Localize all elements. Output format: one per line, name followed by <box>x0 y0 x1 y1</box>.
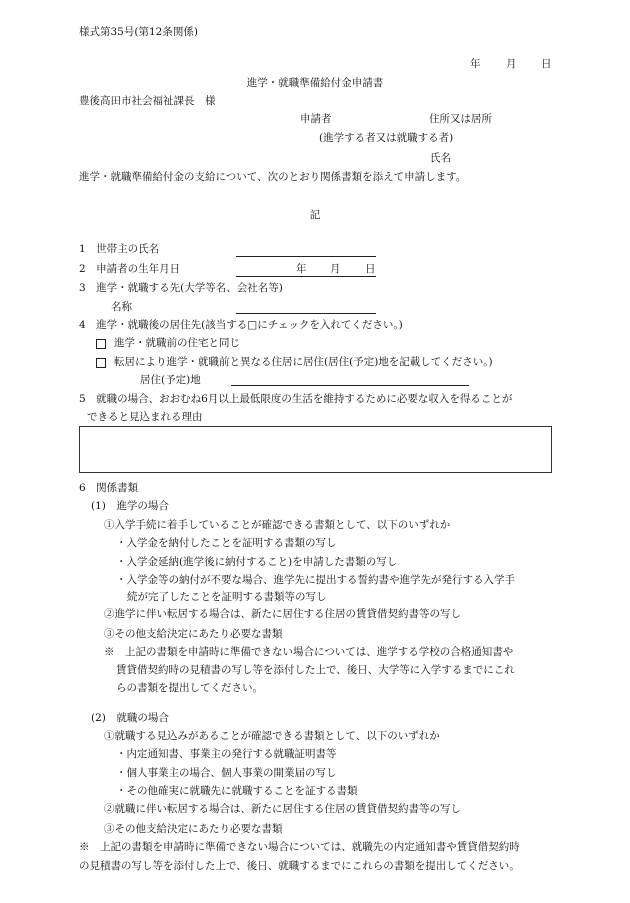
advancement-note-1: ※ 上記の書類を申請時に準備できない場合については、進学する学校の合格通知書や <box>104 646 514 658</box>
advancement-note-3: らの書類を提出してください。 <box>116 682 263 694</box>
employment-reason-textbox[interactable] <box>79 426 552 473</box>
item-related-documents: 6 関係書類 <box>79 482 139 494</box>
destination-name-label: 名称 <box>111 301 132 313</box>
birth-day-label: 日 <box>365 263 376 275</box>
advancement-bullet-3-cont: 続が完了したことを証明する書類等の写し <box>127 591 327 603</box>
advancement-doc-1: ①入学手続に着手していることが確認できる書類として、以下のいずれか <box>104 519 451 531</box>
item-household-head: 1 世帯主の氏名 <box>79 243 160 255</box>
section-employment-heading: (2) 就職の場合 <box>91 712 169 724</box>
advancement-bullet-1: ・入学金を納付したことを証明する書類の写し <box>116 537 337 549</box>
employment-note-2: の見積書の写し等を添付した上で、後日、就職するまでにこれらの書類を提出してください。 <box>79 860 520 872</box>
birth-year-label: 年 <box>296 263 307 275</box>
item-employment-reason-cont: できると見込まれる理由 <box>87 411 203 423</box>
checkbox-new-residence[interactable] <box>96 358 106 368</box>
address-label: 住所又は居所 <box>429 113 492 125</box>
item-destination: 3 進学・就職する先(大学等名、会社名等) <box>79 282 283 294</box>
household-head-line[interactable] <box>236 256 376 257</box>
employment-doc-1: ①就職する見込みがあることが確認できる書類として、以下のいずれか <box>104 730 440 742</box>
birth-month-label: 月 <box>330 263 341 275</box>
advancement-bullet-3: ・入学金等の納付が不要な場合、進学先に提出する誓約書や進学先が発行する入学手 <box>116 574 515 586</box>
advancement-doc-2: ②進学に伴い転居する場合は、新たに居住する住居の賃貸借契約書等の写し <box>104 608 461 620</box>
item-residence: 4 進学・就職後の居住先(該当する□にチェックを入れてください。) <box>79 319 403 331</box>
ki-heading: 記 <box>309 209 321 221</box>
advancement-doc-3: ③その他支給決定にあたり必要な書類 <box>104 628 283 640</box>
checkbox-same-residence[interactable] <box>96 339 106 349</box>
employment-bullet-3: ・その他確実に就職先に就職することを証する書類 <box>116 785 358 797</box>
section-advancement-heading: (1) 進学の場合 <box>91 500 169 512</box>
name-label: 氏名 <box>430 152 451 164</box>
item-employment-reason: 5 就職の場合、おおむね6月以上最低限度の生活を維持するために必要な収入を得ることが <box>79 393 513 405</box>
destination-name-line[interactable] <box>236 313 376 314</box>
date-day-label: 日 <box>541 58 552 70</box>
advancement-note-2: 賃貸借契約時の見積書の写し等を添付した上で、後日、大学等に入学するまでにこれ <box>116 664 515 676</box>
date-month-label: 月 <box>506 58 517 70</box>
advancement-bullet-2: ・入学金延納(進学後に納付すること)を申請した書類の写し <box>116 556 398 568</box>
option-same-residence: 進学・就職前の住宅と同じ <box>114 337 240 349</box>
birthdate-line[interactable] <box>236 276 376 277</box>
addressee: 豊後高田市社会福祉課長 様 <box>79 95 216 107</box>
item-birthdate: 2 申請者の生年月日 <box>79 263 181 275</box>
document-title: 進学・就職準備給付金申請書 <box>246 77 384 89</box>
date-year-label: 年 <box>470 58 481 70</box>
form-number: 様式第35号(第12条関係) <box>79 26 198 38</box>
option-new-residence: 転居により進学・就職前と異なる住居に居住(居住(予定)地を記載してください。) <box>114 356 493 368</box>
employment-bullet-1: ・内定通知書、事業主の発行する就職証明書等 <box>116 748 337 760</box>
employment-note-1: ※ 上記の書類を申請時に準備できない場合については、就職先の内定通知書や賃貸借契約時 <box>79 841 520 853</box>
employment-doc-2: ②就職に伴い転居する場合は、新たに居住する住居の賃貸借契約書等の写し <box>104 803 461 815</box>
employment-bullet-2: ・個人事業主の場合、個人事業の開業届の写し <box>116 767 337 779</box>
intro-text: 進学・就職準備給付金の支給について、次のとおり関係書類を添えて申請します。 <box>79 171 467 183</box>
planned-residence-label: 居住(予定)地 <box>140 374 201 386</box>
planned-residence-line[interactable] <box>231 385 469 386</box>
applicant-note: (進学する者又は就職する者) <box>319 132 454 144</box>
applicant-label: 申請者 <box>300 113 332 125</box>
employment-doc-3: ③その他支給決定にあたり必要な書類 <box>104 823 283 835</box>
